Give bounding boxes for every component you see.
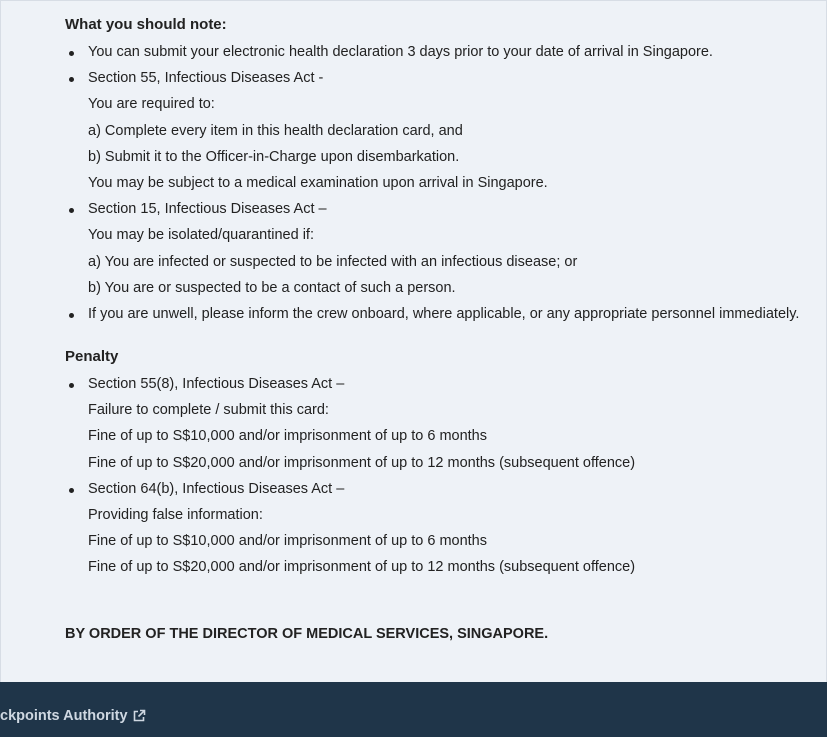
item-line: Fine of up to S$20,000 and/or imprisonment of up to 12 months (subsequent offence) — [88, 559, 636, 576]
external-link-icon — [132, 709, 146, 723]
site-footer — [0, 682, 827, 737]
item-line: Failure to complete / submit this card: — [88, 402, 329, 419]
checkpoints-authority-link[interactable] — [0, 708, 146, 724]
penalty-list — [65, 371, 825, 581]
list-item — [65, 39, 825, 65]
item-line: Section 64(b), Infectious Diseases Act – — [88, 480, 345, 497]
item-line: Fine of up to S$20,000 and/or imprisonment of up to 12 months (subsequent offence) — [88, 454, 636, 471]
note-list — [65, 39, 825, 327]
note-heading: What you should note: — [65, 16, 227, 33]
section-spacer — [65, 327, 825, 345]
order-statement: BY ORDER OF THE DIRECTOR OF MEDICAL SERVICES, SINGAPORE. — [65, 626, 549, 642]
item-line: b) You are or suspected to be a contact of such a person. — [88, 279, 456, 296]
list-item — [65, 371, 825, 476]
declaration-content — [65, 13, 825, 581]
item-line: You may be subject to a medical examination upon arrival in Singapore. — [88, 174, 548, 191]
list-item — [65, 65, 825, 196]
item-line: You are required to: — [88, 96, 215, 113]
item-line: You can submit your electronic health declaration 3 days prior to your date of arrival in Singapore. — [88, 44, 713, 60]
footer-link-label: ckpoints Authority — [0, 708, 128, 724]
item-line: Fine of up to S$10,000 and/or imprisonment of up to 6 months — [88, 533, 487, 550]
penalty-heading: Penalty — [65, 348, 119, 366]
item-line: a) Complete every item in this health declaration card, and — [88, 122, 463, 139]
item-line: a) You are infected or suspected to be infected with an infectious disease; or — [88, 253, 578, 270]
list-item — [65, 476, 825, 581]
list-item — [65, 301, 825, 327]
item-line: Section 55, Infectious Diseases Act - — [88, 70, 324, 87]
item-line: Providing false information: — [88, 507, 263, 523]
item-line: If you are unwell, please inform the crew onboard, where applicable, or any appropriate personnel immediately. — [88, 305, 800, 322]
item-line: Section 15, Infectious Diseases Act – — [88, 201, 327, 218]
item-line: Section 55(8), Infectious Diseases Act – — [88, 376, 345, 393]
item-line: Fine of up to S$10,000 and/or imprisonment of up to 6 months — [88, 428, 487, 445]
item-line: You may be isolated/quarantined if: — [88, 227, 314, 244]
item-line: b) Submit it to the Officer-in-Charge upon disembarkation. — [88, 148, 460, 165]
list-item — [65, 196, 825, 301]
